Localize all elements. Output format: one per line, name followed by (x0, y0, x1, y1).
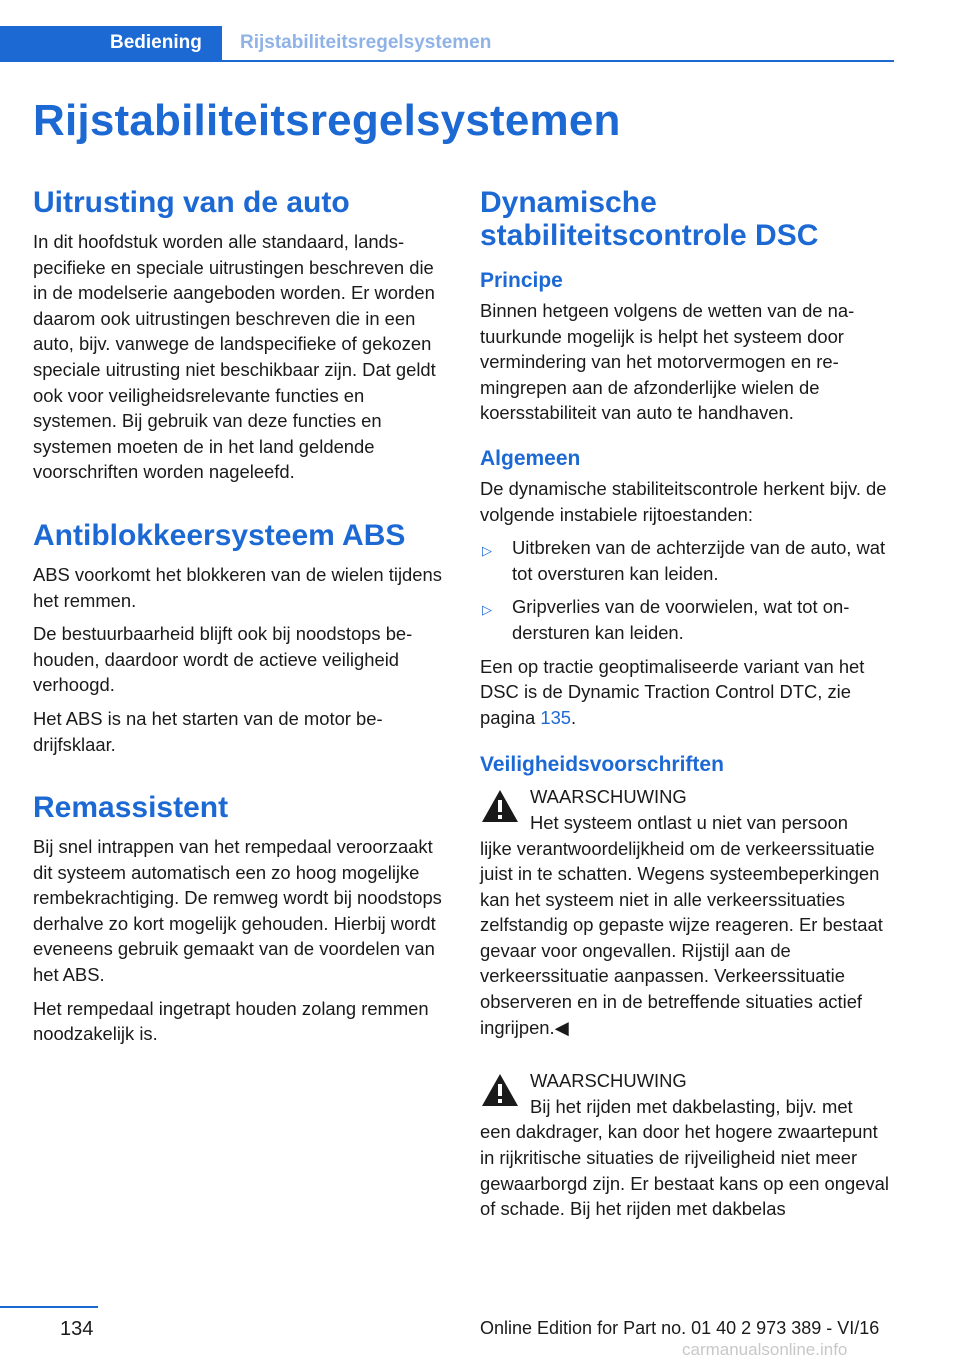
right-column (480, 186, 896, 1222)
page-link-135[interactable]: 135 (540, 706, 572, 728)
warning-text: lijke verantwoordelijkheid om de verkeerssituatie juist in te schatten. Wegens systeembeperkingen kan het systeem niet in alle verkeerssituaties zelfstandig op gepaste wijze reageren. Er bestaat gevaar voor ongevallen. Rijstijl aan de verkeerssituatie aanpassen. Verkeerssituatie observeren en in de betreffende situaties actief ingrijpen.◀ (480, 837, 883, 1038)
warning-triangle-icon (480, 788, 520, 824)
list-item (480, 535, 896, 586)
list-item (480, 594, 896, 645)
warning-text: Bij het rijden met dakbelasting, bijv. met (530, 1095, 853, 1117)
paragraph: Het ABS is na het starten van de motor bedrijfsklaar. (33, 707, 383, 755)
paragraph: De bestuurbaarheid blijft ook bij noodstops behouden, daardoor wordt de actieve veiligheid verhoogd. (33, 623, 413, 696)
paragraph: Binnen hetgeen volgens de wetten van de natuurkunde mogelijk is helpt het systeem door vermindering van het motorvermogen en remingrepen aan de afzonderlijke wielen de koersstabiliteit van auto te handhaven. (480, 300, 855, 424)
tab-rijstabiliteitsregelsystemen[interactable]: Rijstabiliteitsregelsystemen (240, 32, 492, 53)
warning-text: een dakdrager, kan door het hogere zwaartepunt in rijkritische situaties de rijveiligheid niet meer gewaarborgd zijn. Er bestaat kans op een ongeval of schade. Bij het rijden met dakbelas (480, 1121, 889, 1220)
page-title: Rijstabiliteitsregelsystemen (33, 96, 621, 145)
paragraph-dtc (480, 654, 896, 731)
page-number: 134 (60, 1318, 94, 1340)
page-header (0, 26, 894, 60)
warning-label: WAARSCHUWING (530, 786, 687, 808)
section-title-dsc: Dynamische stabiliteitscontrole DSC (480, 186, 819, 252)
watermark: carmanualsonline.info (682, 1340, 848, 1359)
subheading-veiligheidsvoorschriften: Veiligheidsvoorschriften (480, 753, 724, 777)
header-rule (0, 60, 894, 62)
paragraph-text: . (571, 706, 577, 728)
paragraph: De dynamische stabiliteitscontrole herkent bijv. de volgende instabiele rijtoestanden: (480, 477, 887, 525)
warning-block (480, 1068, 896, 1222)
paragraph: Bij snel intrappen van het rempedaal veroorzaakt dit systeem automatisch een zo hoog mogelijke rembekrachtiging. De remweg wordt bij noodstops derhalve zo kort mogelijk gehouden. Hierbij wordt eveneens gebruik gemaakt van de voordelen van het ABS. (33, 836, 442, 986)
warning-triangle-icon (480, 1072, 520, 1108)
section-title-uitrusting: Uitrusting van de auto (33, 186, 350, 219)
section-title-abs: Antiblokkeersysteem ABS (33, 518, 406, 552)
triangle-bullet-icon: ▷ (482, 543, 492, 559)
triangle-bullet-icon: ▷ (482, 602, 492, 618)
paragraph-text: Een op tractie geoptimaliseerde variant van het DSC is de Dynamic Traction Control DTC, zie pagina (480, 655, 865, 728)
tab-bediening[interactable]: Bediening (0, 26, 222, 60)
warning-label: WAARSCHUWING (530, 1070, 687, 1092)
warning-block (480, 784, 896, 1040)
warning-text: Het systeem ontlast u niet van persoon (530, 811, 848, 833)
bullet-list (480, 535, 896, 645)
section-title-remassistent: Remassistent (33, 791, 229, 825)
subheading-principe: Principe (480, 269, 563, 292)
edition-text: Online Edition for Part no. 01 40 2 973 389 - VI/16 (480, 1318, 880, 1338)
list-item-text: Gripverlies van de voorwielen, wat tot ondersturen kan leiden. (512, 596, 850, 643)
left-column (33, 186, 449, 1047)
paragraph: In dit hoofdstuk worden alle standaard, landspecifieke en speciale uitrustingen beschreven die in de modelserie aangeboden worden. Er worden daarom ook uitrustingen beschreven die in een auto, bijv. vanwege de landspecifieke of gekozen speciale uitrusting niet beschikbaar zijn. Dat geldt ook voor veiligheidsrelevante functies en systemen. Bij gebruik van deze functies en systemen moeten de in het land geldende voorschriften worden nageleefd. (33, 231, 436, 483)
subheading-algemeen: Algemeen (480, 446, 581, 470)
list-item-text: Uitbreken van de achterzijde van de auto, wat tot oversturen kan leiden. (512, 537, 886, 584)
paragraph: Het rempedaal ingetrapt houden zolang remmen noodzakelijk is. (33, 997, 429, 1045)
paragraph: ABS voorkomt het blokkeren van de wielen tijdens het remmen. (33, 563, 442, 611)
footer-rule (0, 1306, 98, 1308)
